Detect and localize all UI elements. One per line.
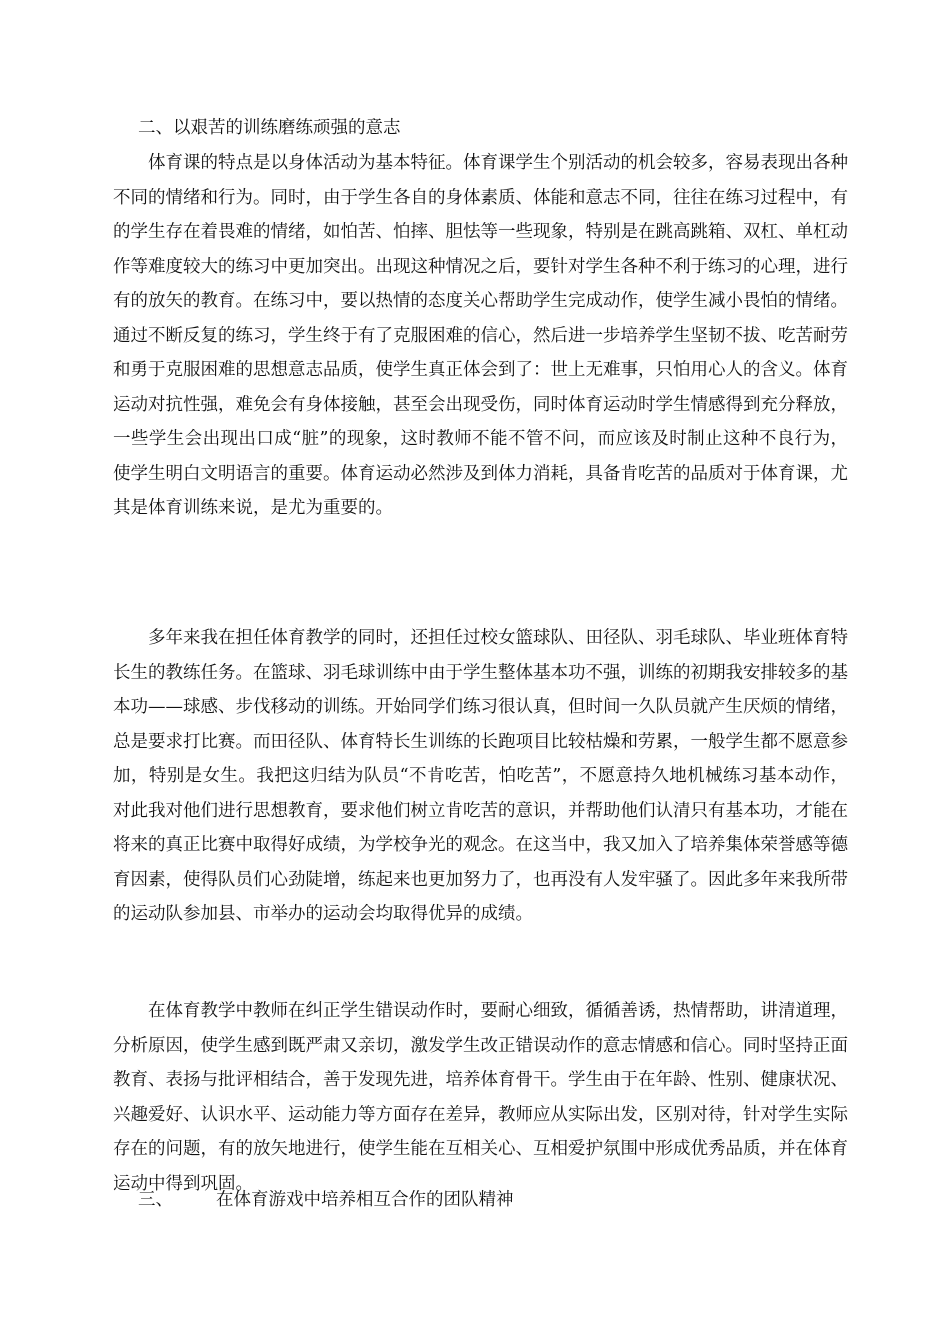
section-heading-2: 二、以艰苦的训练磨练顽强的意志 <box>138 118 401 138</box>
section-heading-3-number: 三、 <box>138 1190 173 1210</box>
body-paragraph-2: 多年来我在担任体育教学的同时，还担任过校女篮球队、田径队、羽毛球队、毕业班体育特长生的教练任务。在篮球、羽毛球训练中由于学生整体基本功不强，训练的初期我安排较多的基本功——球感、步伐移动的训练。开始同学们练习很认真，但时间一久队员就产生厌烦的情绪，总是要求打比赛。而田径队、体育特长生训练的长跑项目比较枯燥和劳累，一般学生都不愿意参加，特别是女生。我把这归结为队员“不肯吃苦，怕吃苦”，不愿意持久地机械练习基本动作，对此我对他们进行思想教育，要求他们树立肯吃苦的意识，并帮助他们认清只有基本功，才能在将来的真正比赛中取得好成绩，为学校争光的观念。在这当中，我又加入了培养集体荣誉感等德育因素，使得队员们心劲陡增，练起来也更加努力了，也再没有人发牢骚了。因此多年来我所带的运动队参加县、市举办的运动会均取得优异的成绩。 <box>113 628 848 924</box>
section-heading-3-text: 在体育游戏中培养相互合作的团队精神 <box>216 1190 514 1210</box>
body-paragraph-3: 在体育教学中教师在纠正学生错误动作时，要耐心细致，循循善诱，热情帮助，讲清道理，分析原因，使学生感到既严肃又亲切，激发学生改正错误动作的意志情感和信心。同时坚持正面教育、表扬与批评相结合，善于发现先进，培养体育骨干。学生由于在年龄、性别、健康状况、兴趣爱好、认识水平、运动能力等方面存在差异，教师应从实际出发，区别对待，针对学生实际存在的问题，有的放矢地进行，使学生能在互相关心、互相爱护氛围中形成优秀品质，并在体育运动中得到巩固。 <box>113 1001 848 1194</box>
section-heading-3 <box>138 1190 514 1210</box>
body-paragraph-1: 体育课的特点是以身体活动为基本特征。体育课学生个别活动的机会较多，容易表现出各种不同的情绪和行为。同时，由于学生各自的身体素质、体能和意志不同，往往在练习过程中，有的学生存在着畏难的情绪，如怕苦、怕摔、胆怯等一些现象，特别是在跳高跳箱、双杠、单杠动作等难度较大的练习中更加突出。出现这种情况之后，要针对学生各种不利于练习的心理，进行有的放矢的教育。在练习中，要以热情的态度关心帮助学生完成动作，使学生减小畏怕的情绪。通过不断反复的练习，学生终于有了克服困难的信心，然后进一步培养学生坚韧不拔、吃苦耐劳和勇于克服困难的思想意志品质，使学生真正体会到了：世上无难事，只怕用心人的含义。体育运动对抗性强，难免会有身体接触，甚至会出现受伤，同时体育运动时学生情感得到充分释放，一些学生会出现出口成“脏”的现象，这时教师不能不管不问，而应该及时制止这种不良行为，使学生明白文明语言的重要。体育运动必然涉及到体力消耗，具备肯吃苦的品质对于体育课，尤其是体育训练来说，是尤为重要的。 <box>113 153 848 518</box>
